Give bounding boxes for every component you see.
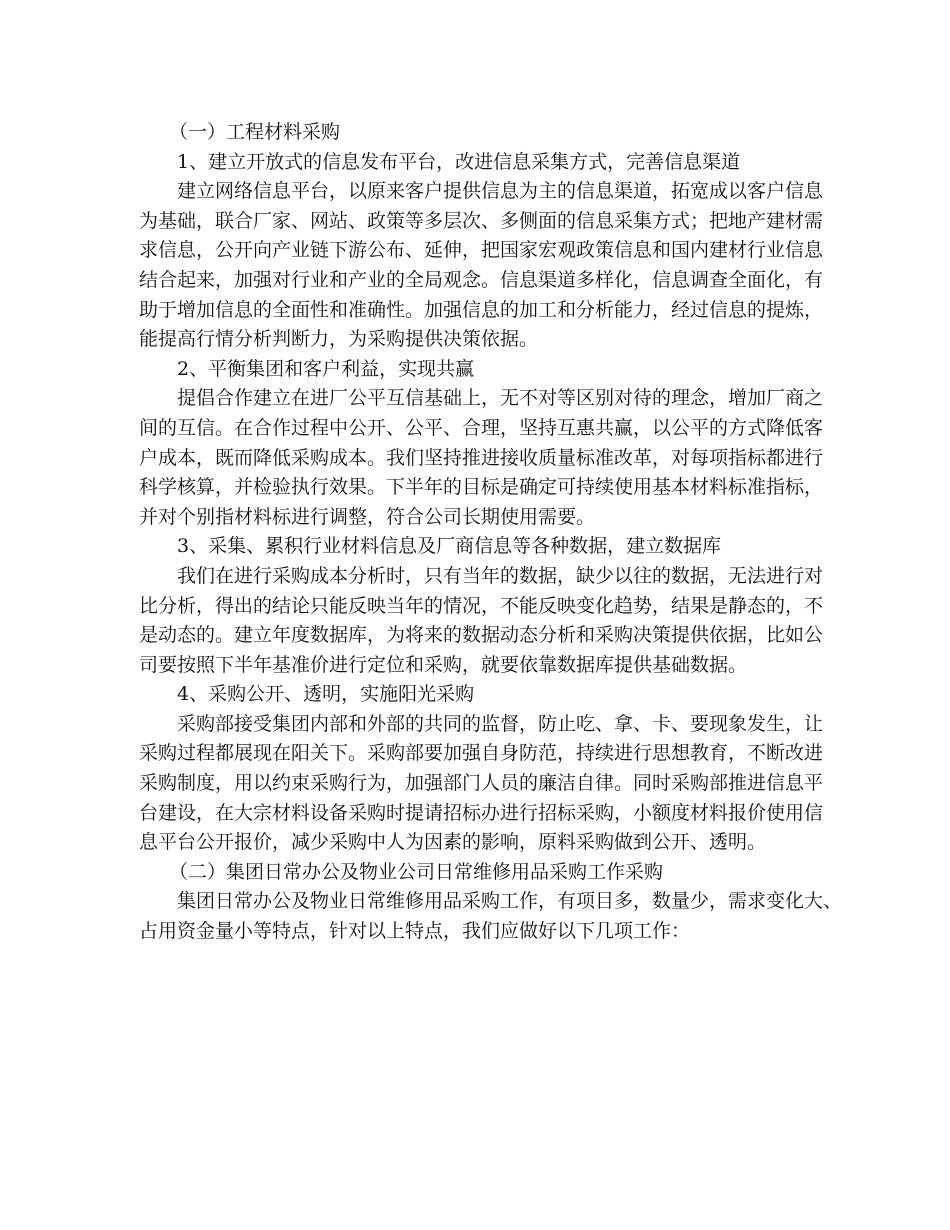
- document-body: [139, 118, 843, 947]
- paragraph-line: 能提高行情分析判断力，为采购提供决策依据。: [139, 328, 539, 351]
- paragraph-line: 采购部接受集团内部和外部的共同的监督，防止吃、拿、卡、要现象发生，让: [177, 712, 824, 735]
- paragraph-line: 司要按照下半年基准价进行定位和采购，就要依靠数据库提供基础数据。: [139, 653, 748, 676]
- paragraph-line: 我们在进行采购成本分析时，只有当年的数据，缺少以往的数据，无法进行对: [177, 564, 824, 587]
- subsection-heading: 1、建立开放式的信息发布平台，改进信息采集方式，完善信息渠道: [177, 150, 741, 173]
- paragraph-line: 结合起来，加强对行业和产业的全局观念。信息渠道多样化，信息调查全面化，有: [139, 268, 824, 291]
- subsection-heading: 4、采购公开、透明，实施阳光采购: [177, 683, 475, 706]
- paragraph-line: 比分析，得出的结论只能反映当年的情况，不能反映变化趋势，结果是静态的，不: [139, 594, 824, 617]
- subsection-heading: 2、平衡集团和客户利益，实现共赢: [177, 357, 475, 380]
- subsection-heading: 3、采集、累积行业材料信息及厂商信息等各种数据，建立数据库: [177, 535, 722, 558]
- section-heading: （一）工程材料采购: [169, 121, 341, 143]
- paragraph-line: 建立网络信息平台，以原来客户提供信息为主的信息渠道，拓宽成以客户信息: [177, 180, 824, 203]
- paragraph-line: 集团日常办公及物业日常维修用品采购工作，有项目多，数量少，需求变化大、: [177, 890, 843, 913]
- paragraph-line: 为基础，联合厂家、网站、政策等多层次、多侧面的信息采集方式；把地产建材需: [139, 209, 824, 232]
- paragraph-line: 提倡合作建立在进厂公平互信基础上，无不对等区别对待的理念，增加厂商之: [177, 387, 824, 410]
- paragraph-line: 间的互信。在合作过程中公开、公平、合理，坚持互惠共赢，以公平的方式降低客: [139, 416, 824, 439]
- section-heading: （二）集团日常办公及物业公司日常维修用品采购工作采购: [169, 860, 664, 883]
- paragraph-line: 采购制度，用以约束采购行为，加强部门人员的廉洁自律。同时采购部推进信息平: [139, 772, 824, 795]
- paragraph-line: 是动态的。建立年度数据库，为将来的数据动态分析和采购决策提供依据，比如公: [139, 624, 824, 647]
- paragraph-line: 台建设，在大宗材料设备采购时提请招标办进行招标采购，小额度材料报价使用信: [139, 801, 824, 824]
- paragraph-line: 并对个别指材料标进行调整，符合公司长期使用需要。: [139, 505, 596, 528]
- paragraph-line: 占用资金量小等特点，针对以上特点，我们应做好以下几项工作：: [139, 920, 691, 943]
- paragraph-line: 户成本，既而降低采购成本。我们坚持推进接收质量标准改革，对每项指标都进行: [139, 446, 824, 469]
- paragraph-line: 科学核算，并检验执行效果。下半年的目标是确定可持续使用基本材料标准指标，: [139, 476, 824, 499]
- paragraph-line: 息平台公开报价，减少采购中人为因素的影响，原料采购做到公开、透明。: [139, 831, 767, 854]
- paragraph-line: 采购过程都展现在阳关下。采购部要加强自身防范，持续进行思想教育，不断改进: [139, 742, 824, 765]
- paragraph-line: 求信息，公开向产业链下游公布、延伸，把国家宏观政策信息和国内建材行业信息: [139, 239, 824, 262]
- paragraph-line: 助于增加信息的全面性和准确性。加强信息的加工和分析能力，经过信息的提炼，: [139, 298, 824, 321]
